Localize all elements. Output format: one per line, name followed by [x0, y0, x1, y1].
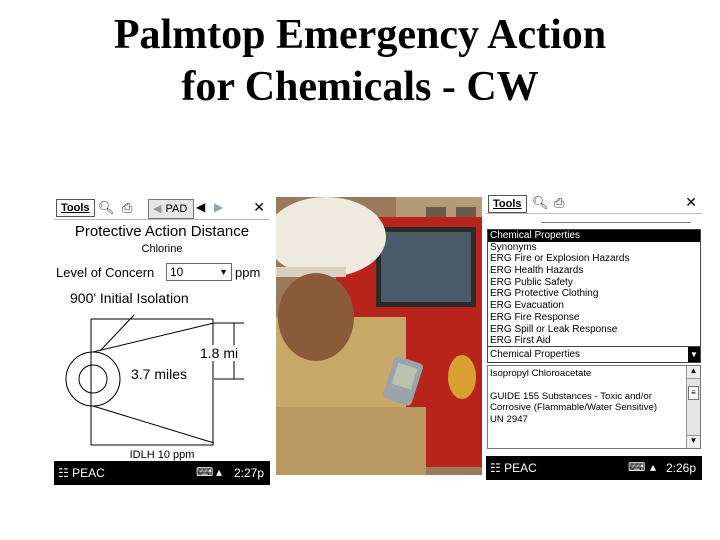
tools-menu-button[interactable]: [56, 199, 95, 217]
idlh-label: IDLH 10 ppm: [129, 449, 195, 461]
input-menu-arrow-icon[interactable]: ▴: [216, 465, 223, 479]
guide-description: GUIDE 155 Substances - Toxic and/or Corrosive (Flammable/Water Sensitive): [490, 390, 658, 413]
toolbar: [54, 197, 270, 220]
isolation-pointer: [100, 315, 134, 351]
level-unit: ppm: [235, 265, 261, 280]
forward-arrow-icon[interactable]: ▶: [214, 200, 224, 214]
scroll-down-icon[interactable]: ▼: [687, 435, 700, 448]
start-icon: ☷: [490, 461, 501, 475]
list-item[interactable]: ERG Spill or Leak Response: [490, 323, 618, 335]
pad-button[interactable]: [148, 199, 194, 219]
taskbar-app-label: PEAC: [72, 466, 105, 480]
level-of-concern-label: Level of Concern: [56, 265, 155, 280]
pad-label: PAD: [165, 203, 188, 215]
topic-select-value: Chemical Properties: [490, 349, 581, 360]
list-item[interactable]: ERG Fire or Explosion Hazards: [490, 253, 630, 265]
pad-title: Protective Action Distance: [74, 223, 250, 240]
slide-title-line1: Palmtop Emergency Action: [113, 12, 607, 58]
firefighter-face: [278, 273, 354, 361]
plume-lower-edge: [93, 406, 214, 443]
vertical-scrollbar[interactable]: [686, 366, 700, 448]
close-icon[interactable]: ✕: [253, 199, 265, 215]
back-disabled-icon: ◀: [153, 203, 162, 215]
printer-icon[interactable]: ⎙: [122, 200, 133, 215]
level-of-concern-value: 10: [170, 265, 184, 279]
tools-menu-button[interactable]: [488, 195, 527, 213]
level-of-concern-select[interactable]: [166, 263, 232, 281]
toolbar: [486, 193, 702, 214]
isolation-inner-circle: [79, 365, 107, 393]
chemical-name: Isopropyl Chloroacetate: [490, 368, 592, 379]
chemical-name: Chlorine: [141, 243, 183, 255]
tools-label: Tools: [61, 202, 90, 214]
list-item[interactable]: ERG Public Safety: [490, 276, 573, 288]
topic-select[interactable]: [487, 346, 701, 363]
chemical-detail-panel[interactable]: [487, 365, 701, 449]
list-item[interactable]: ERG Protective Clothing: [490, 288, 599, 300]
taskbar-app-label: PEAC: [504, 461, 537, 475]
close-icon[interactable]: ✕: [685, 194, 697, 210]
keyboard-icon[interactable]: ⌨︎: [628, 460, 646, 474]
photo-illustration: [276, 197, 482, 475]
pad-screen: [54, 197, 270, 485]
downwind-distance-label: 1.8 mi: [200, 345, 239, 361]
truck-emblem: [448, 355, 476, 399]
start-button[interactable]: [58, 466, 105, 480]
chevron-down-icon: ▼: [219, 267, 228, 277]
start-icon: ☷: [58, 466, 69, 480]
tools-label: Tools: [493, 198, 522, 210]
input-menu-arrow-icon[interactable]: ▴: [650, 460, 657, 474]
clock[interactable]: 2:26p: [665, 461, 696, 475]
slide-title-line2: for Chemicals - CW: [181, 64, 539, 110]
initial-isolation-label: 900' Initial Isolation: [70, 290, 189, 306]
keyboard-icon[interactable]: ⌨︎: [196, 465, 214, 479]
clock[interactable]: 2:27p: [233, 466, 264, 480]
list-item[interactable]: ERG Fire Response: [490, 311, 580, 323]
chevron-down-icon[interactable]: ▼: [688, 347, 700, 362]
start-button[interactable]: [490, 461, 537, 475]
list-item[interactable]: ERG Health Hazards: [490, 265, 584, 277]
un-number: UN 2947: [490, 413, 528, 425]
list-item[interactable]: Synonyms: [490, 241, 537, 253]
taskbar: [486, 456, 702, 480]
find-icon[interactable]: 🔍︎: [532, 195, 549, 210]
back-arrow-icon[interactable]: ◀: [196, 200, 206, 214]
taskbar: [54, 461, 270, 485]
plume-upper-edge: [93, 323, 214, 352]
list-item[interactable]: ERG First Aid: [490, 335, 551, 347]
list-item[interactable]: ERG Evacuation: [490, 300, 564, 312]
isolation-outer-circle: [66, 352, 120, 406]
miles-distance-label: 3.7 miles: [131, 366, 188, 382]
list-item[interactable]: Chemical Properties: [488, 230, 700, 242]
firefighter-photo: [276, 197, 482, 475]
scroll-up-icon[interactable]: ▲: [687, 366, 700, 379]
chemical-info-screen: [486, 193, 702, 480]
scroll-thumb[interactable]: ≡: [688, 386, 699, 400]
topic-dropdown-list[interactable]: [487, 229, 701, 348]
printer-icon[interactable]: ⎙: [554, 195, 565, 210]
find-icon[interactable]: 🔍︎: [98, 200, 115, 215]
